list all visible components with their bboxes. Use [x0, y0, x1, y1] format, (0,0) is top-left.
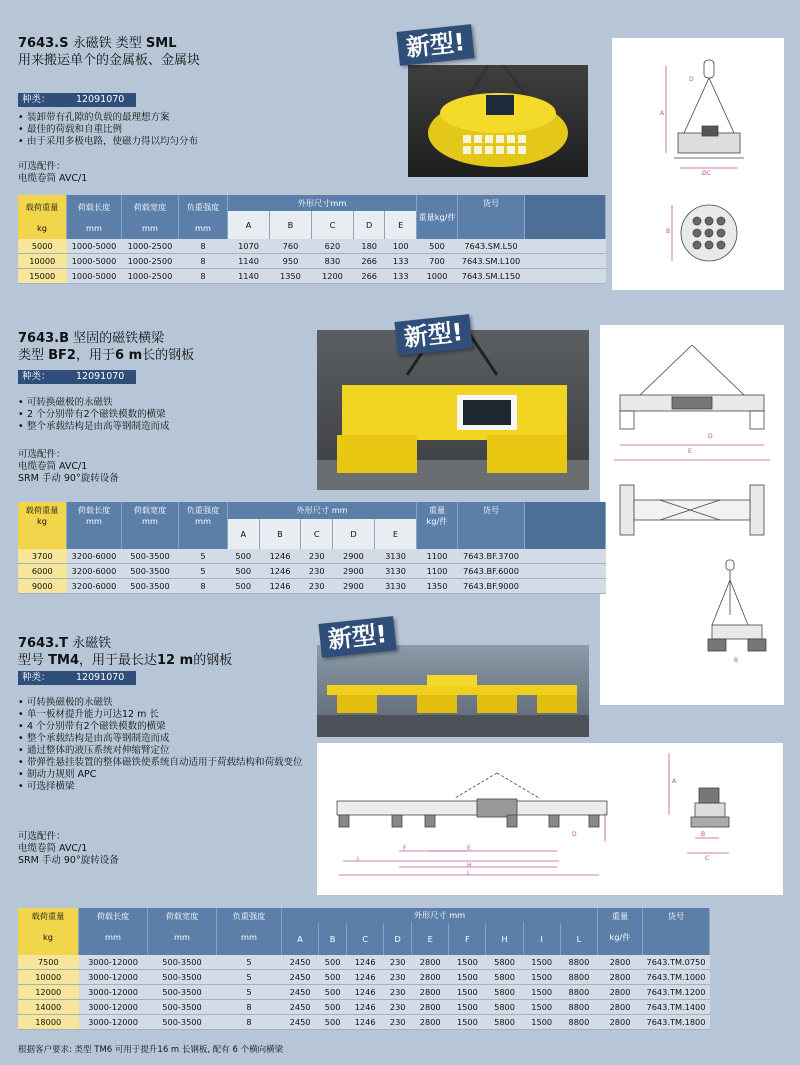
table-cell: 1500 [523, 1000, 560, 1015]
tm-options: 可选配件： 电缆卷筒 AVC/1 SRM 手动 90°旋转设备 [18, 831, 119, 866]
table-cell: 18000 [18, 1015, 79, 1030]
table-cell: 8800 [560, 970, 597, 985]
col-header: L [560, 923, 597, 955]
table-cell: 3700 [18, 549, 67, 564]
table-cell: 7643.SM.L100 [458, 254, 525, 269]
col-header: 负重强度 mm [217, 908, 282, 955]
table-cell: 2800 [598, 970, 643, 985]
col-header: 荷载长度 mm [67, 502, 122, 549]
table-cell: 500 [228, 549, 260, 564]
col-header: B [269, 211, 311, 239]
table-cell: 2450 [282, 1000, 319, 1015]
table-cell: 14000 [18, 1000, 79, 1015]
table-cell: 2800 [412, 955, 449, 970]
table-cell: 3000-12000 [79, 1015, 148, 1030]
table-cell: 3200-6000 [67, 579, 122, 594]
col-header: 货号 [458, 502, 525, 549]
table-cell: 7643.SM.L150 [458, 269, 525, 284]
table-cell: 2800 [598, 955, 643, 970]
table-cell: 1500 [523, 1015, 560, 1030]
table-cell: 1500 [523, 955, 560, 970]
table-cell: 950 [269, 254, 311, 269]
table-cell: 500 [228, 564, 260, 579]
table-cell: 7643.TM.1200 [643, 985, 710, 1000]
table-cell: 2800 [598, 985, 643, 1000]
table-cell: 1246 [347, 955, 384, 970]
bf-features [18, 397, 308, 433]
table-cell: 7643.BF.3700 [458, 549, 525, 564]
col-header: C [347, 923, 384, 955]
table-cell: 5800 [486, 1015, 523, 1030]
col-header: 荷载宽度 mm [122, 195, 179, 239]
table-cell: 500-3500 [148, 970, 217, 985]
table-cell: 760 [269, 239, 311, 254]
table-cell: 2450 [282, 955, 319, 970]
table-cell: 9000 [18, 579, 67, 594]
col-header: H [486, 923, 523, 955]
table-row [18, 549, 606, 564]
table-cell-blank [525, 579, 606, 594]
table-cell: 5 [217, 985, 282, 1000]
table-cell: 1500 [449, 1015, 486, 1030]
col-header: D [384, 923, 412, 955]
table-cell: 7643.BF.6000 [458, 564, 525, 579]
col-header: 重量kg/件 [417, 195, 458, 239]
sml-spec-table [18, 195, 606, 284]
list-item: • 由于采用多极电路，使磁力得以均匀分布 [18, 136, 318, 148]
table-cell: 2800 [412, 1015, 449, 1030]
col-header: E [385, 211, 417, 239]
table-cell: 230 [384, 955, 412, 970]
table-cell: 1246 [347, 985, 384, 1000]
table-cell: 100 [385, 239, 417, 254]
table-cell: 8 [179, 269, 228, 284]
table-row [18, 1000, 710, 1015]
table-cell: 8 [179, 579, 228, 594]
table-cell: 1350 [269, 269, 311, 284]
table-cell: 3130 [374, 579, 416, 594]
table-cell: 3200-6000 [67, 549, 122, 564]
table-cell: 7643.TM.1400 [643, 1000, 710, 1015]
table-cell: 1500 [523, 985, 560, 1000]
table-cell: 500-3500 [122, 549, 179, 564]
table-cell: 1246 [259, 549, 301, 564]
tm-technical-drawing [317, 743, 783, 895]
table-cell: 500 [319, 955, 347, 970]
list-item: • 可选择横梁 [18, 781, 308, 793]
table-cell: 5 [217, 955, 282, 970]
table-cell: 2450 [282, 1015, 319, 1030]
list-item: • 整个承载结构是由高等钢制造而成 [18, 733, 308, 745]
col-header: I [523, 923, 560, 955]
dim-label: F [403, 845, 407, 852]
table-row [18, 579, 606, 594]
table-cell: 500-3500 [148, 1015, 217, 1030]
bf-technical-drawing [600, 325, 784, 705]
col-header: E [412, 923, 449, 955]
table-cell: 1246 [259, 579, 301, 594]
list-item: • 4 个分别带有2个磁铁模数的横梁 [18, 721, 308, 733]
sml-category: 种类： 12091070 [18, 93, 136, 107]
table-cell: 8800 [560, 1000, 597, 1015]
tm-title: 7643.T 永磁铁 [18, 636, 112, 651]
table-cell: 1350 [417, 579, 458, 594]
table-cell: 700 [417, 254, 458, 269]
table-cell: 15000 [18, 269, 67, 284]
table-cell: 7643.SM.L50 [458, 239, 525, 254]
col-header: C [301, 519, 333, 549]
table-cell: 8800 [560, 1015, 597, 1030]
table-cell: 7500 [18, 955, 79, 970]
col-header: 重量 kg/件 [598, 908, 643, 955]
table-cell: 8800 [560, 955, 597, 970]
col-header: 载荷重量 kg [18, 195, 67, 239]
table-cell: 230 [384, 985, 412, 1000]
table-cell: 8 [179, 239, 228, 254]
list-item: • 通过整体的液压系统对伸缩臂定位 [18, 745, 308, 757]
sml-options: 可选配件： 电缆卷筒 AVC/1 [18, 161, 88, 184]
tm-category: 种类： 12091070 [18, 671, 136, 685]
table-cell: 230 [384, 970, 412, 985]
table-cell: 1000 [417, 269, 458, 284]
table-cell: 133 [385, 254, 417, 269]
table-row [18, 1015, 710, 1030]
table-cell: 500 [228, 579, 260, 594]
list-item: • 可转换磁极的永磁铁 [18, 697, 308, 709]
table-cell: 8 [179, 254, 228, 269]
list-item: • 整个承载结构是由高等钢制造而成 [18, 421, 308, 433]
table-cell: 1200 [311, 269, 353, 284]
col-header: 货号 [643, 908, 710, 955]
table-cell: 1246 [347, 1000, 384, 1015]
table-cell-blank [525, 239, 606, 254]
col-header: A [228, 211, 270, 239]
dim-label: E [467, 845, 471, 852]
col-header: 荷载长度 mm [79, 908, 148, 955]
table-cell: 3000-12000 [79, 955, 148, 970]
table-cell: 2900 [332, 564, 374, 579]
list-item: • 2 个分别带有2个磁铁模数的横梁 [18, 409, 308, 421]
tm-spec-table [18, 908, 710, 1030]
list-item: • 单一板材提升能力可达12 m 长 [18, 709, 308, 721]
table-cell: 500 [319, 970, 347, 985]
table-cell-blank [525, 269, 606, 284]
col-header: 负重强度 mm [179, 195, 228, 239]
col-header: A [282, 923, 319, 955]
table-cell: 500-3500 [122, 564, 179, 579]
table-cell: 500 [319, 985, 347, 1000]
table-cell: 3000-12000 [79, 1000, 148, 1015]
table-cell: 266 [353, 269, 385, 284]
dim-label: A [672, 778, 677, 785]
table-cell: 3130 [374, 564, 416, 579]
bf-beam-photo [317, 330, 589, 490]
col-header: 外形尺寸mm [228, 195, 417, 211]
table-cell: 5 [179, 549, 228, 564]
col-header: E [374, 519, 416, 549]
table-cell: 3000-12000 [79, 985, 148, 1000]
table-cell: 230 [301, 579, 333, 594]
dim-label: B [701, 831, 706, 838]
col-header: D [332, 519, 374, 549]
col-header: 载荷重量 kg [18, 908, 79, 955]
table-cell: 2800 [598, 1000, 643, 1015]
table-cell: 1500 [449, 955, 486, 970]
table-cell: 5000 [18, 239, 67, 254]
sml-title: 7643.S 永磁铁 类型 SML [18, 36, 177, 51]
table-cell-blank [525, 549, 606, 564]
table-cell: 620 [311, 239, 353, 254]
table-cell: 1070 [228, 239, 270, 254]
tm-magnet-photo [317, 645, 589, 737]
tm-subtitle: 型号 TM4，用于最长达12 m的钢板 [18, 653, 233, 668]
table-cell: 3000-12000 [79, 970, 148, 985]
dim-label: B [666, 228, 671, 235]
sml-technical-drawing [612, 38, 784, 290]
table-cell: 500-3500 [148, 1000, 217, 1015]
table-cell: 1000-5000 [67, 239, 122, 254]
table-cell: 2450 [282, 970, 319, 985]
tm-features [18, 697, 308, 793]
table-cell: 7643.BF.9000 [458, 579, 525, 594]
table-cell: 1500 [449, 985, 486, 1000]
table-cell: 500 [319, 1000, 347, 1015]
table-cell: 8800 [560, 985, 597, 1000]
dim-label: C [705, 855, 710, 862]
col-header: 荷载宽度 mm [122, 502, 179, 549]
table-cell: 2800 [412, 985, 449, 1000]
list-item: • 制动力规则 APC [18, 769, 308, 781]
table-cell: 1500 [449, 1000, 486, 1015]
table-cell: 1000-5000 [67, 254, 122, 269]
dim-label: ØC [702, 170, 711, 177]
table-row [18, 955, 710, 970]
table-cell: 5800 [486, 1000, 523, 1015]
table-cell: 5 [179, 564, 228, 579]
col-header: F [449, 923, 486, 955]
table-cell: 3130 [374, 549, 416, 564]
footnote: 根据客户要求: 类型 TM6 可用于提升16 m 长钢板, 配有 6 个横向横梁 [18, 1045, 284, 1055]
table-cell: 1140 [228, 254, 270, 269]
col-header: 载荷重量 kg [18, 502, 67, 549]
table-cell: 10000 [18, 970, 79, 985]
table-cell: 5800 [486, 970, 523, 985]
table-row [18, 564, 606, 579]
col-header: C [311, 211, 353, 239]
table-row [18, 239, 606, 254]
sml-magnet-photo [408, 65, 588, 177]
table-cell-blank [525, 254, 606, 269]
dim-label: I [357, 856, 359, 863]
table-cell: 7643.TM.0750 [643, 955, 710, 970]
table-cell: 2900 [332, 549, 374, 564]
table-row [18, 985, 710, 1000]
list-item: • 带弹性悬挂装置的整体磁铁使系统自动适用于荷载结构和荷载变位 [18, 757, 308, 769]
table-cell: 1246 [347, 970, 384, 985]
bf-subtitle: 类型 BF2，用于6 m长的钢板 [18, 348, 195, 363]
dim-label: E [688, 448, 692, 455]
bf-spec-table [18, 502, 606, 594]
col-header: 外形尺寸 mm [282, 908, 598, 923]
table-cell: 2800 [412, 1000, 449, 1015]
table-cell: 180 [353, 239, 385, 254]
col-header: B [259, 519, 301, 549]
table-row [18, 970, 710, 985]
table-cell: 5800 [486, 955, 523, 970]
col-header: 重量 kg/件 [417, 502, 458, 549]
sml-features [18, 112, 318, 148]
bf-options: 可选配件： 电缆卷筒 AVC/1 SRM 手动 90°旋转设备 [18, 449, 119, 484]
dim-label: D [708, 433, 713, 440]
table-cell: 2800 [412, 970, 449, 985]
tm-new-badge: 新型! [318, 616, 396, 658]
table-cell: 2900 [332, 579, 374, 594]
dim-label: H [467, 862, 472, 869]
table-cell: 5800 [486, 985, 523, 1000]
table-cell: 500-3500 [148, 985, 217, 1000]
table-cell: 230 [301, 564, 333, 579]
col-header: 荷载长度 mm [67, 195, 122, 239]
table-cell: 1500 [449, 970, 486, 985]
table-cell: 6000 [18, 564, 67, 579]
table-cell: 1140 [228, 269, 270, 284]
table-cell: 230 [301, 549, 333, 564]
col-header: 货号 [458, 195, 525, 239]
table-cell: 830 [311, 254, 353, 269]
col-header: B [319, 923, 347, 955]
table-cell: 230 [384, 1000, 412, 1015]
table-cell: 230 [384, 1015, 412, 1030]
dim-label: D [689, 76, 694, 83]
col-header: D [353, 211, 385, 239]
list-item: • 可转换磁极的永磁铁 [18, 397, 308, 409]
col-header: 外形尺寸 mm [228, 502, 417, 519]
col-header: 荷载宽度 mm [148, 908, 217, 955]
table-cell: 1500 [523, 970, 560, 985]
table-cell: 500 [417, 239, 458, 254]
col-header: 负重强度 mm [179, 502, 228, 549]
col-header [525, 195, 606, 239]
table-cell: 1100 [417, 564, 458, 579]
table-row [18, 269, 606, 284]
table-cell: 1000-2500 [122, 239, 179, 254]
sml-subtitle: 用来搬运单个的金属板、金属块 [18, 53, 201, 68]
bf-category: 种类： 12091070 [18, 370, 136, 384]
col-header: A [228, 519, 260, 549]
table-cell: 5 [217, 970, 282, 985]
bf-title: 7643.B 坚固的磁铁横梁 [18, 331, 165, 346]
table-cell: 266 [353, 254, 385, 269]
dim-label: A [660, 110, 665, 117]
table-cell: 2450 [282, 985, 319, 1000]
table-cell: 133 [385, 269, 417, 284]
table-cell: 2800 [598, 1015, 643, 1030]
table-cell: 7643.TM.1800 [643, 1015, 710, 1030]
table-cell: 1000-2500 [122, 269, 179, 284]
table-cell: 500-3500 [148, 955, 217, 970]
table-cell-blank [525, 564, 606, 579]
bf-new-badge: 新型! [394, 314, 472, 356]
dim-label: L [467, 870, 471, 877]
table-cell: 1246 [347, 1015, 384, 1030]
list-item: • 装卸带有孔隙的负载的最理想方案 [18, 112, 318, 124]
col-header [525, 502, 606, 549]
table-cell: 3200-6000 [67, 564, 122, 579]
table-cell: 12000 [18, 985, 79, 1000]
table-cell: 1246 [259, 564, 301, 579]
dim-label: D [572, 831, 577, 838]
table-cell: 1100 [417, 549, 458, 564]
table-cell: 1000-5000 [67, 269, 122, 284]
table-cell: 500 [319, 1015, 347, 1030]
table-row [18, 254, 606, 269]
table-cell: 8 [217, 1000, 282, 1015]
table-cell: 8 [217, 1015, 282, 1030]
table-cell: 500-3500 [122, 579, 179, 594]
sml-new-badge: 新型! [396, 24, 474, 66]
table-cell: 7643.TM.1000 [643, 970, 710, 985]
table-cell: 10000 [18, 254, 67, 269]
list-item: • 最佳的荷载和自重比例 [18, 124, 318, 136]
table-cell: 1000-2500 [122, 254, 179, 269]
dim-label: B [734, 657, 739, 664]
